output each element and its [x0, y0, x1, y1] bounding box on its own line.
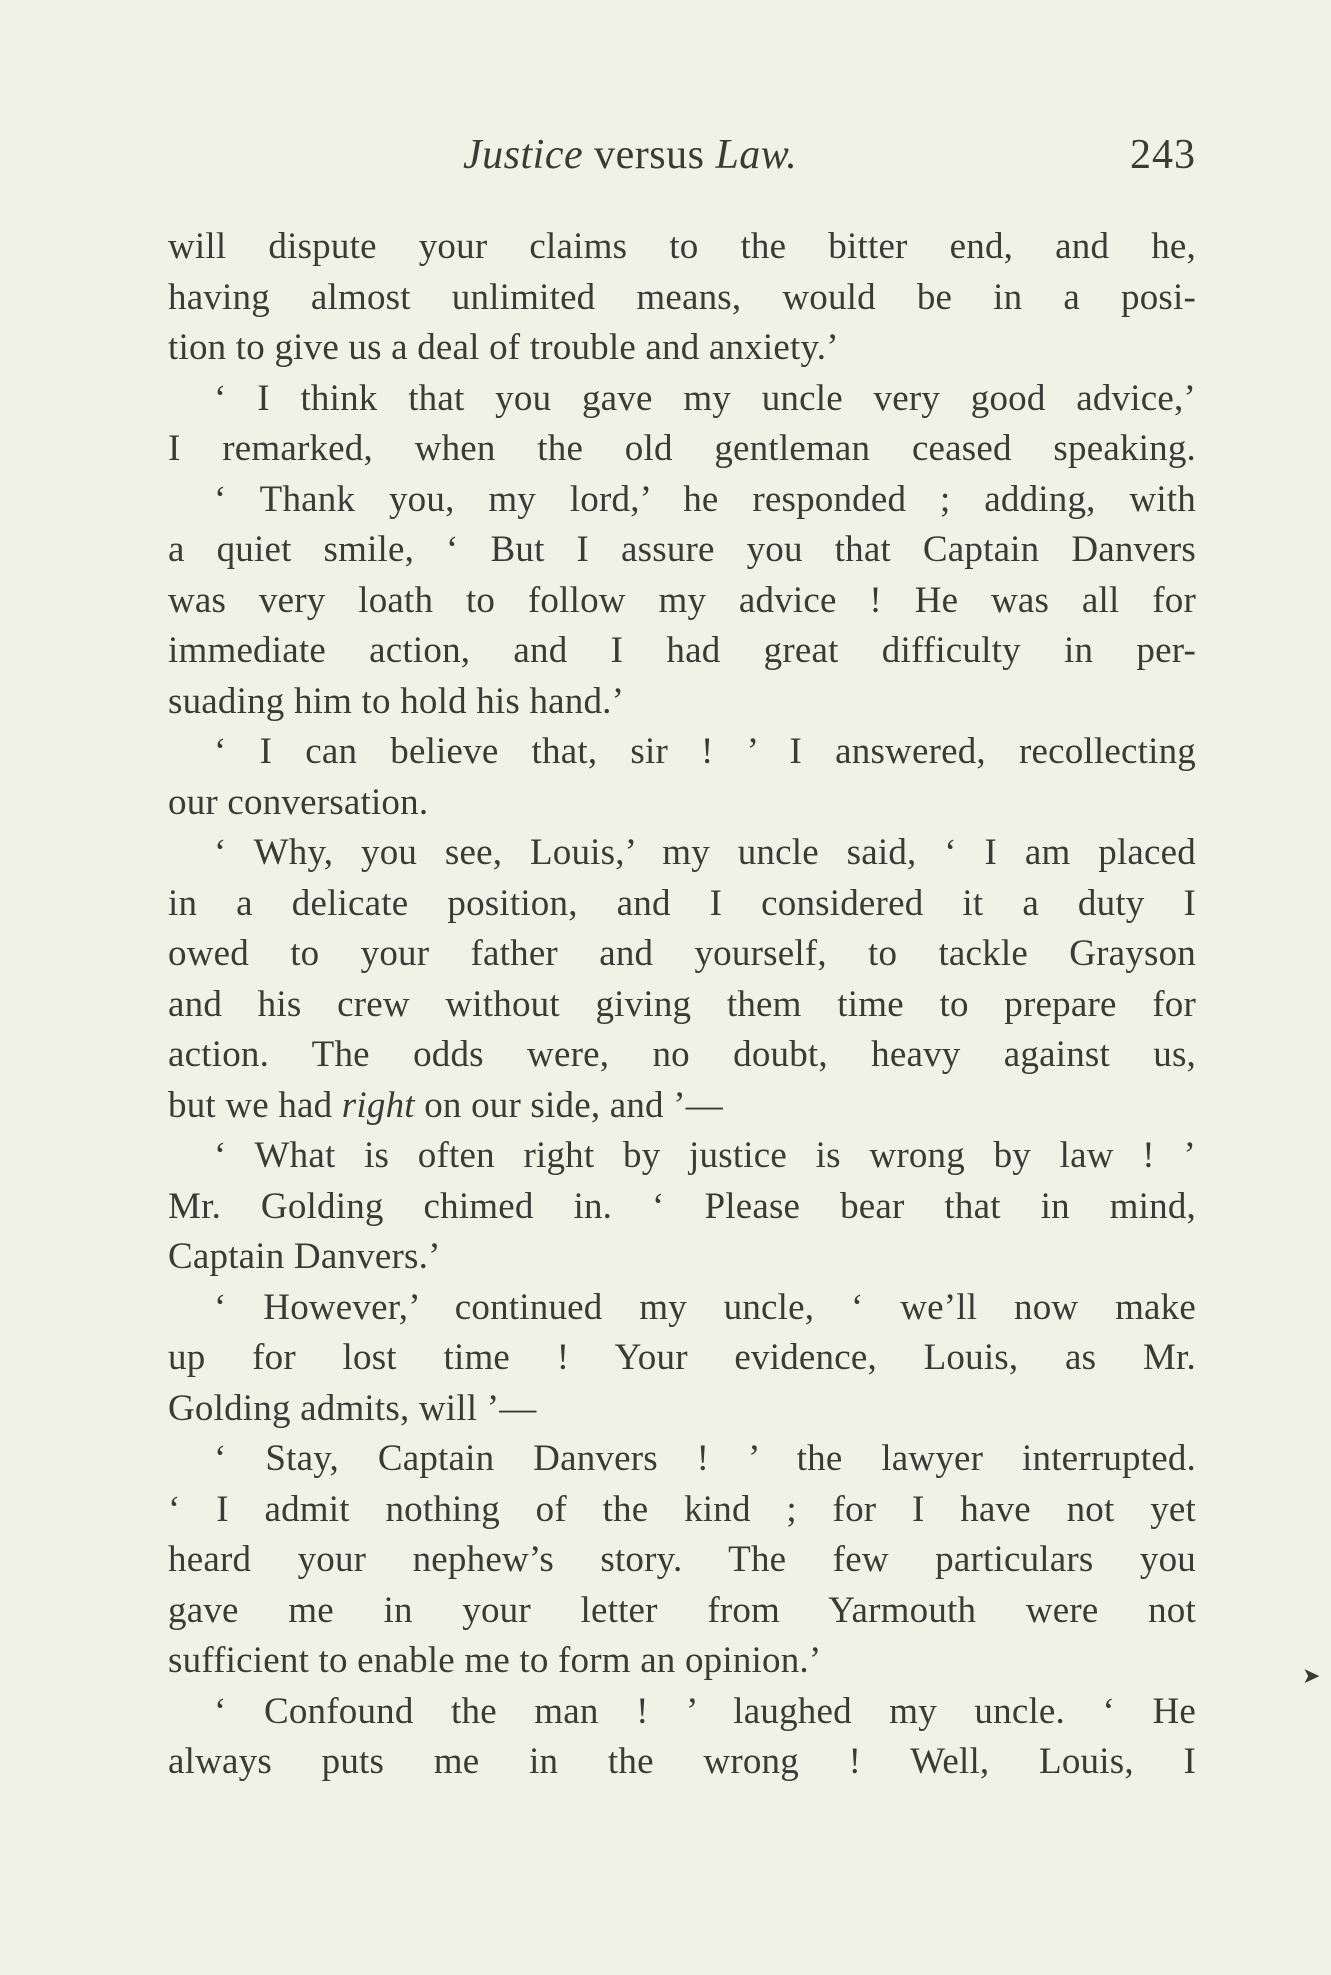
text-line: our conversation. [168, 781, 429, 823]
text-line: I remarked, when the old gentleman ceased speaking. [168, 428, 1196, 469]
running-head-title-law: Law. [715, 132, 798, 178]
text-line: immediate action, and I had great difficulty in per- [168, 630, 1196, 671]
running-head-title-justice: Justice [463, 132, 584, 178]
text-line: heard your nephew’s story. The few particulars you [168, 1539, 1196, 1580]
running-head [168, 120, 1196, 190]
text-line: gave me in your letter from Yarmouth were not [168, 1589, 1196, 1631]
text-line: ‘ What is often right by justice is wrong by law ! ’ [214, 1135, 1196, 1176]
italic-word-right: right [341, 1084, 415, 1126]
text-line: up for lost time ! Your evidence, Louis, as Mr. [168, 1337, 1196, 1378]
running-head-title [463, 120, 797, 190]
text-line: ‘ I can believe that, sir ! ’ I answered, recollecting [214, 731, 1196, 772]
text-line: ‘ Thank you, my lord,’ he responded ; adding, with [214, 478, 1196, 520]
text-line: was very loath to follow my advice ! He was all for [168, 579, 1196, 621]
text-line: suading him to hold his hand.’ [168, 680, 625, 722]
text-line: will dispute your claims to the bitter end, and he, [168, 226, 1196, 267]
page-number: 243 [1130, 132, 1196, 178]
text-line: Captain Danvers.’ [168, 1236, 441, 1277]
text-line: in a delicate position, and I considered it a duty I [168, 882, 1196, 924]
text-line: ‘ I think that you gave my uncle very good advice,’ [214, 377, 1196, 419]
text-line: owed to your father and yourself, to tackle Grayson [168, 933, 1196, 974]
text-line: ‘ Why, you see, Louis,’ my uncle said, ‘ I am placed [214, 832, 1196, 873]
text-line: ‘ However,’ continued my uncle, ‘ we’ll now make [214, 1286, 1196, 1328]
text-fragment: on our side, and ’— [414, 1084, 723, 1126]
text-line: a quiet smile, ‘ But I assure you that Captain Danvers [168, 529, 1196, 570]
text-line: ‘ I admit nothing of the kind ; for I have not yet [168, 1488, 1196, 1530]
body-text [168, 222, 1196, 1788]
text-line: ‘ Confound the man ! ’ laughed my uncle. ‘ He [214, 1690, 1196, 1732]
text-line: action. The odds were, no doubt, heavy against us, [168, 1034, 1196, 1075]
text-fragment: but we had [168, 1084, 342, 1126]
text-line: always puts me in the wrong ! Well, Louis, I [168, 1741, 1196, 1782]
text-line: and his crew without giving them time to prepare for [168, 983, 1196, 1025]
running-head-title-versus: versus [583, 132, 716, 178]
text-line: tion to give us a deal of trouble and anxiety.’ [168, 327, 839, 368]
text-line: Mr. Golding chimed in. ‘ Please bear that in mind, [168, 1185, 1196, 1227]
text-line: ‘ Stay, Captain Danvers ! ’ the lawyer interrupted. [214, 1438, 1196, 1479]
text-line: Golding admits, will ’— [168, 1387, 537, 1429]
text-line: having almost unlimited means, would be in a posi- [168, 276, 1196, 318]
text-line-with-italic [168, 1081, 1196, 1132]
margin-arrow-icon: ➤ [1302, 1663, 1321, 1688]
text-line: sufficient to enable me to form an opinion.’ [168, 1640, 822, 1681]
